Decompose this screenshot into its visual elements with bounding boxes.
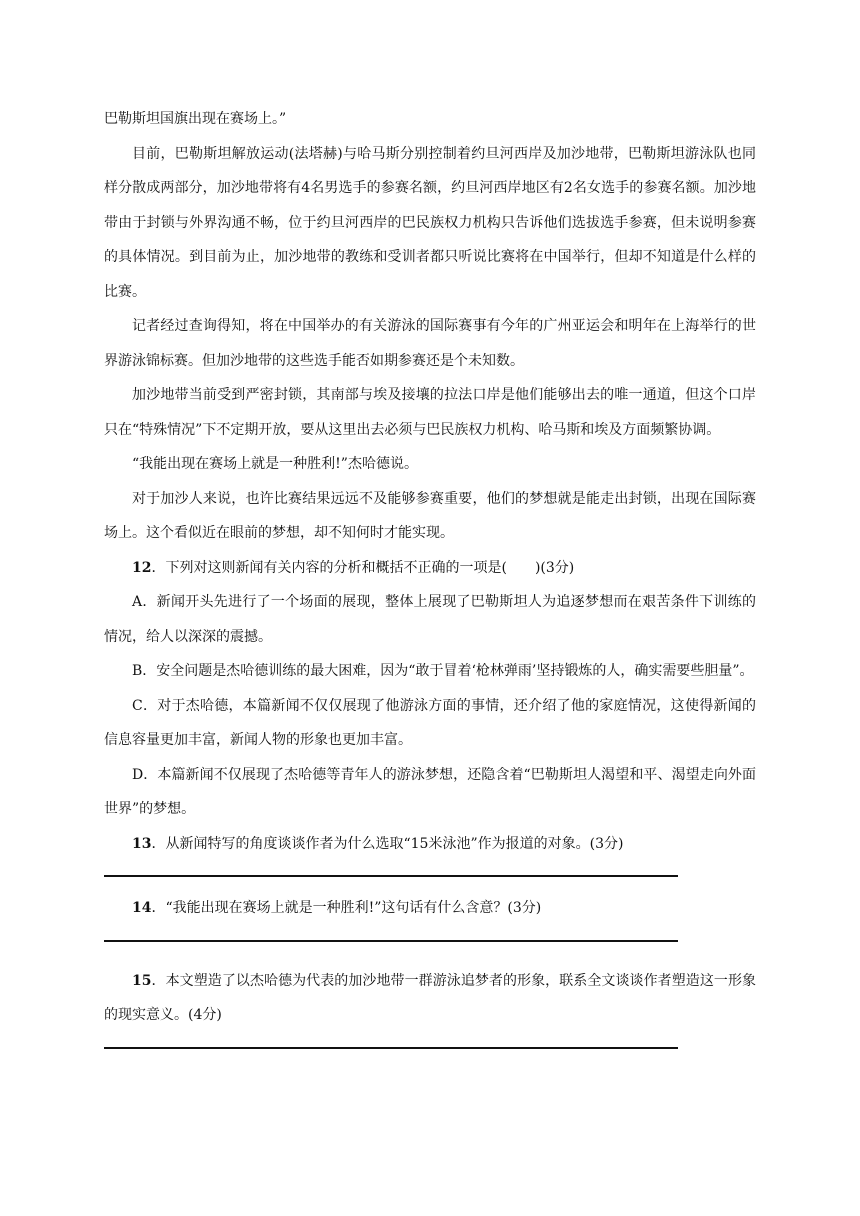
article-paragraph-2: 记者经过查询得知，将在中国举办的有关游泳的国际赛事有今年的广州亚运会和明年在上海举行的世界游泳锦标赛。但加沙地带的这些选手能否如期参赛还是个未知数。 bbox=[104, 318, 756, 369]
article-paragraph-4: “我能出现在赛场上就是一种胜利!”杰哈德说。 bbox=[132, 456, 418, 472]
question-12-option-c: C．对于杰哈德，本篇新闻不仅仅展现了他游泳方面的事情，还介绍了他的家庭情况，这使得新闻的信息容量更加丰富，新闻人物的形象也更加丰富。 bbox=[104, 697, 756, 748]
page-content bbox=[104, 102, 756, 1049]
question-13-number: 13 bbox=[132, 835, 152, 852]
article-paragraph-continued: 巴勒斯坦国旗出现在赛场上。” bbox=[104, 111, 287, 127]
question-12-number: 12 bbox=[132, 559, 152, 576]
question-14-number: 14 bbox=[132, 900, 152, 916]
question-12-text: ．下列对这则新闻有关内容的分析和概括不正确的一项是( )(3分) bbox=[151, 559, 575, 576]
question-13 bbox=[104, 827, 756, 862]
question-14-text: ．“我能出现在赛场上就是一种胜利!”这句话有什么含意？(3分) bbox=[151, 900, 542, 916]
question-12-option-a: A．新闻开头先进行了一个场面的展现，整体上展现了巴勒斯坦人为追逐梦想而在艰苦条件下训练的情况，给人以深深的震撼。 bbox=[104, 594, 756, 645]
article-paragraph-5: 对于加沙人来说，也许比赛结果远远不及能够参赛重要，他们的梦想就是能走出封锁，出现在国际赛场上。这个看似近在眼前的梦想，却不知何时才能实现。 bbox=[104, 490, 756, 541]
question-15-number: 15 bbox=[132, 972, 152, 989]
article-paragraph-3: 加沙地带当前受到严密封锁，其南部与埃及接壤的拉法口岸是他们能够出去的唯一通道，但这个口岸只在“特殊情况”下不定期开放，要从这里出去必须与巴民族权力机构、哈马斯和埃及方面频繁协调。 bbox=[104, 387, 756, 438]
article-paragraph-1: 目前，巴勒斯坦解放运动(法塔赫)与哈马斯分别控制着约旦河西岸及加沙地带，巴勒斯坦游泳队也同样分散成两部分，加沙地带将有4名男选手的参赛名额，约旦河西岸地区有2名女选手的参赛名额。加沙地带由于封锁与外界沟通不畅，位于约旦河西岸的巴民族权力机构只告诉他们选拔选手参赛，但未说明参赛的具体情况。到目前为止，加沙地带的教练和受训者都只听说比赛将在中国举行，但却不知道是什么样的比赛。 bbox=[104, 145, 756, 300]
question-12 bbox=[104, 551, 756, 586]
question-15 bbox=[104, 964, 756, 1033]
question-14 bbox=[104, 891, 756, 926]
question-12-option-d: D．本篇新闻不仅展现了杰哈德等青年人的游泳梦想，还隐含着“巴勒斯坦人渴望和平、渴望走向外面世界”的梦想。 bbox=[104, 766, 756, 817]
question-12-option-b: B．安全问题是杰哈德训练的最大困难，因为“敢于冒着‘枪林弹雨’坚持锻炼的人，确实需要些胆量”。 bbox=[132, 663, 754, 679]
answer-line-15[interactable] bbox=[104, 1047, 678, 1049]
question-15-text: ．本文塑造了以杰哈德为代表的加沙地带一群游泳追梦者的形象，联系全文谈谈作者塑造这一形象的现实意义。(4分) bbox=[104, 972, 756, 1023]
question-13-text: ．从新闻特写的角度谈谈作者为什么选取“15米泳池”作为报道的对象。(3分) bbox=[151, 835, 624, 852]
